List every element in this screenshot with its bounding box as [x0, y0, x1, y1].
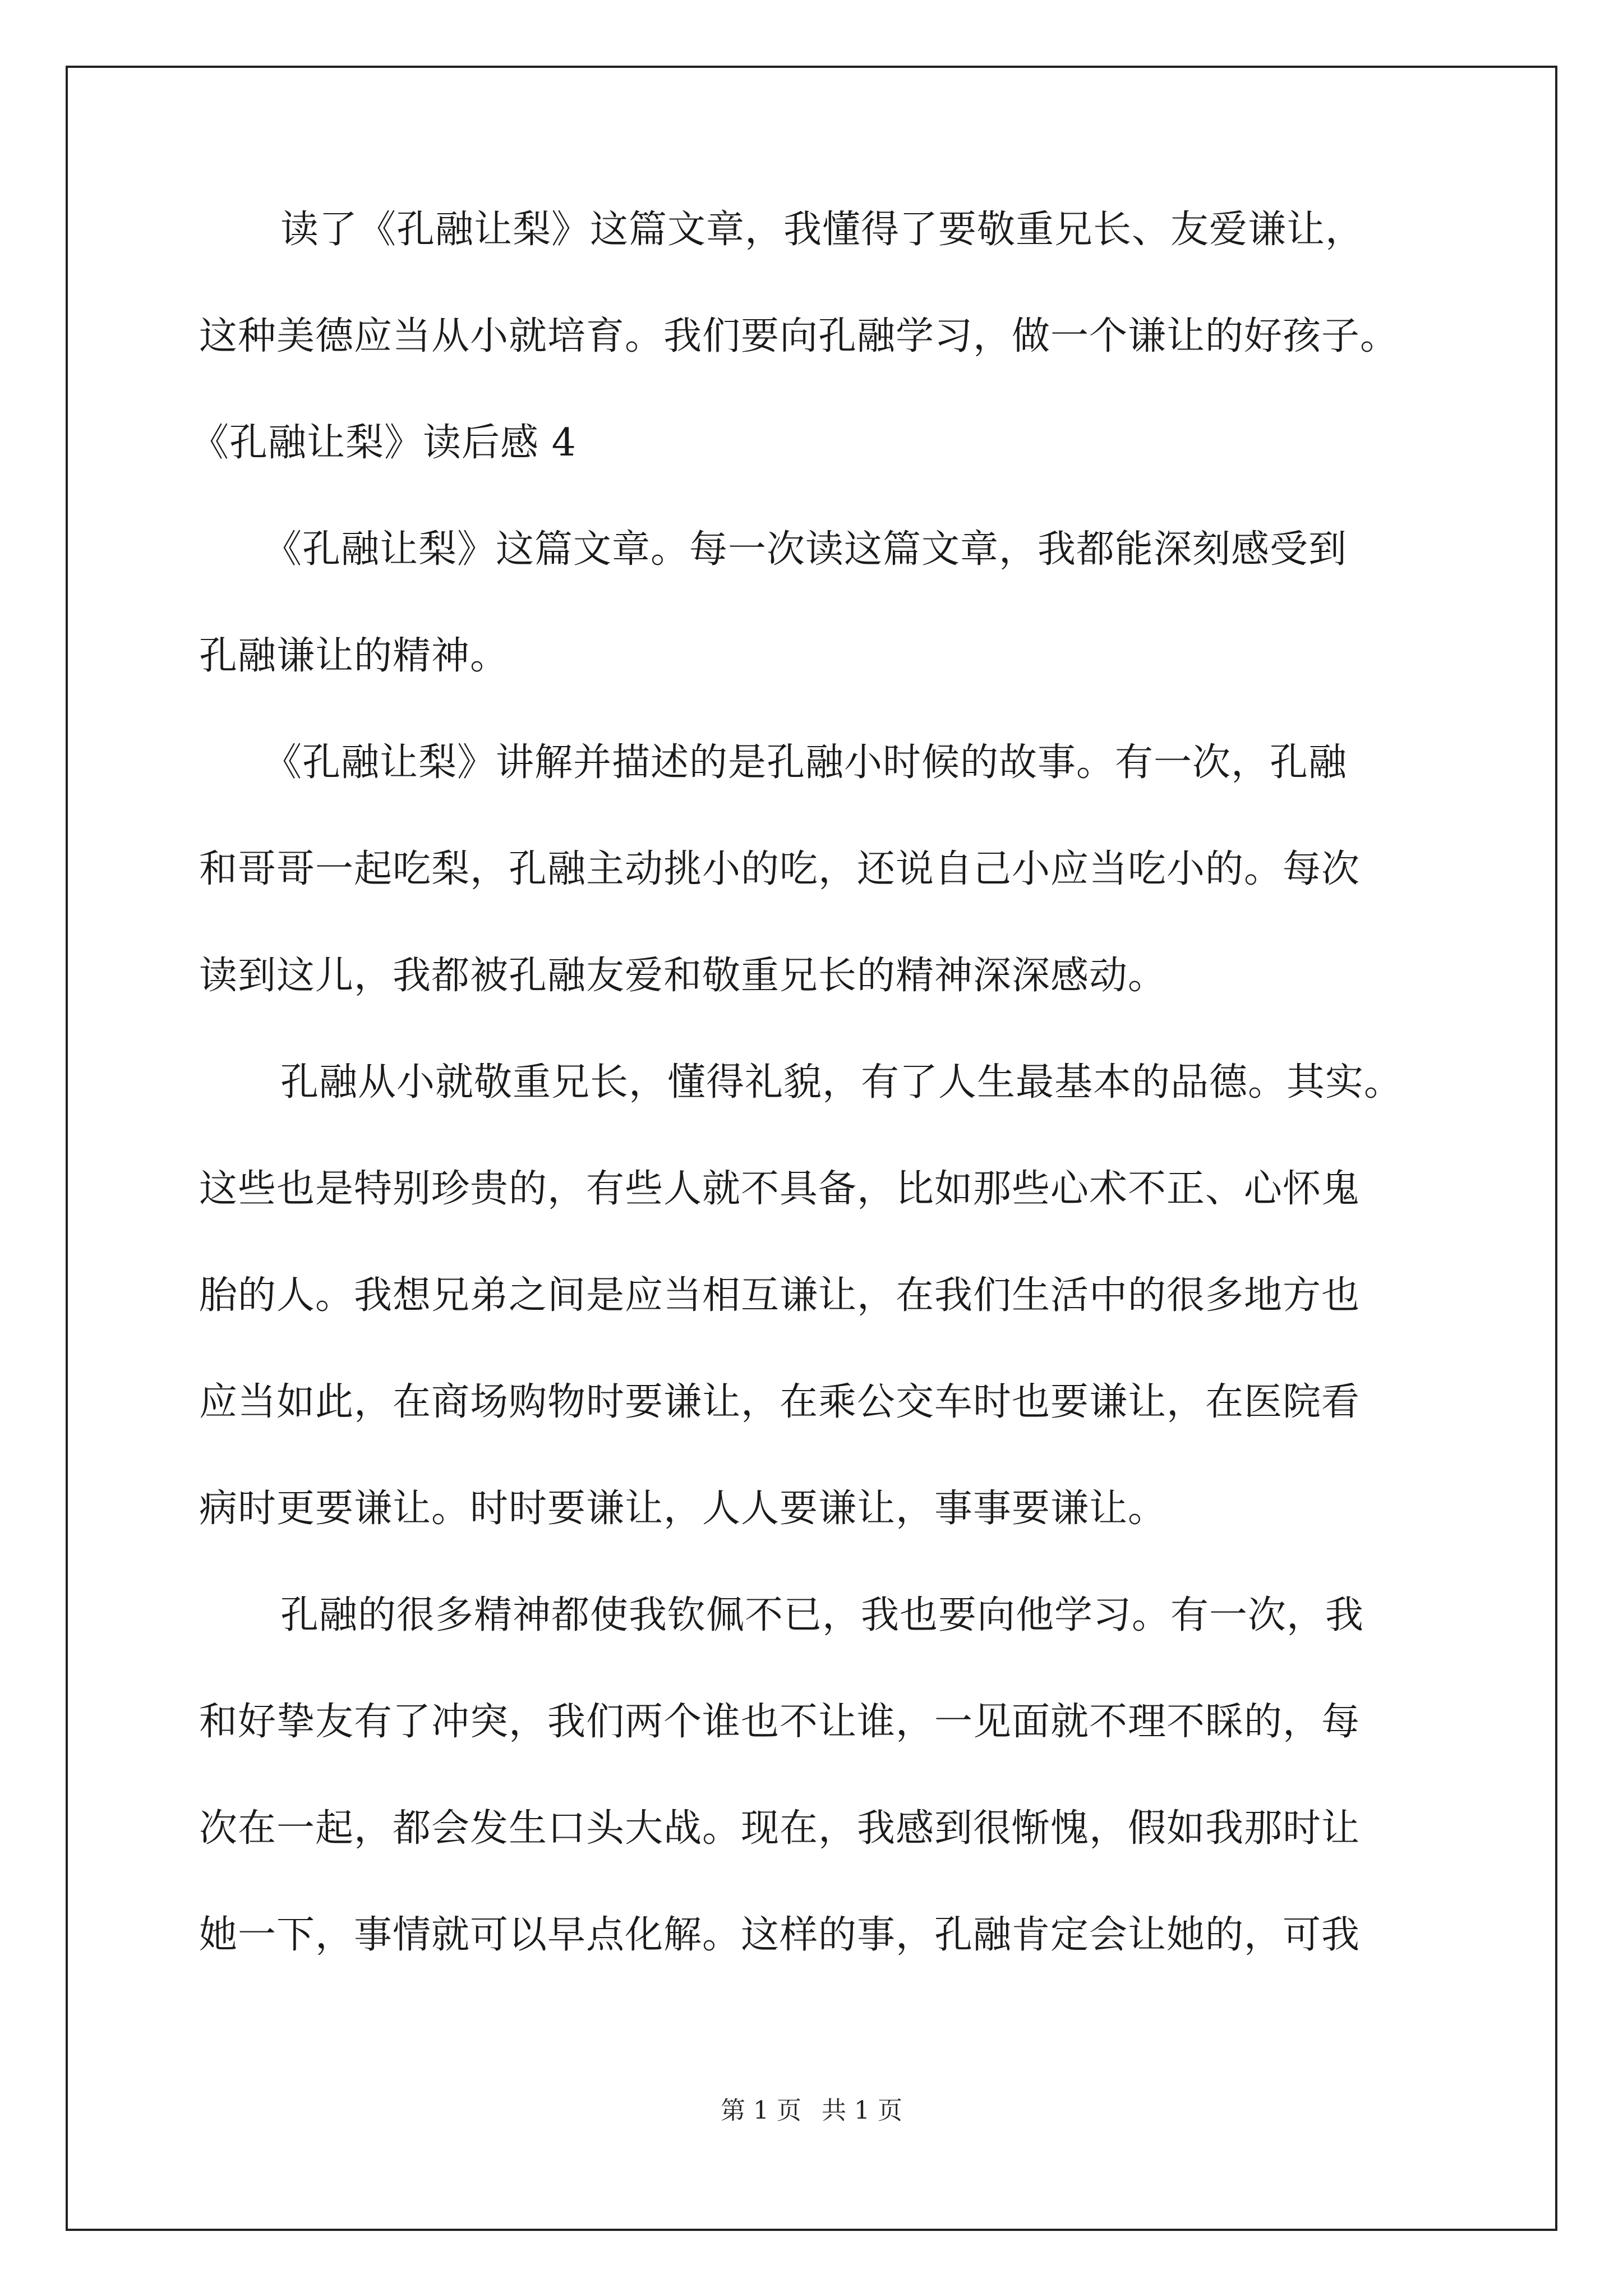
- paragraph-line: 和好挚友有了冲突，我们两个谁也不让谁，一见面就不理不睬的，每: [199, 1700, 1361, 1744]
- page-border: [66, 66, 1557, 2231]
- paragraph-line: 读了《孔融让梨》这篇文章，我懂得了要敬重兄长、友爱谦让，: [280, 208, 1364, 252]
- paragraph-line: 她一下，事情就可以早点化解。这样的事，孔融肯定会让她的，可我: [199, 1913, 1361, 1957]
- paragraph-line: 次在一起，都会发生口头大战。现在，我感到很惭愧，假如我那时让: [199, 1806, 1361, 1851]
- paragraph-line: 读到这儿，我都被孔融友爱和敬重兄长的精神深深感动。: [199, 954, 1167, 998]
- section-heading: 《孔融让梨》读后感 4: [191, 421, 577, 465]
- paragraph-line: 胎的人。我想兄弟之间是应当相互谦让，在我们生活中的很多地方也: [199, 1273, 1361, 1318]
- paragraph-line: 《孔融让梨》讲解并描述的是孔融小时候的故事。有一次，孔融: [264, 740, 1348, 785]
- paragraph-line: 孔融从小就敬重兄长，懂得礼貌，有了人生最基本的品德。其实。: [280, 1060, 1403, 1105]
- page-number-total: 共 1 页: [822, 2096, 902, 2125]
- paragraph-line: 应当如此，在商场购物时要谦让，在乘公交车时也要谦让，在医院看: [199, 1380, 1361, 1424]
- paragraph-line: 病时更要谦让。时时要谦让，人人要谦让，事事要谦让。: [199, 1487, 1167, 1531]
- paragraph-line: 孔融的很多精神都使我钦佩不已，我也要向他学习。有一次，我: [280, 1593, 1364, 1637]
- paragraph-line: 孔融谦让的精神。: [199, 634, 509, 678]
- page-number-current: 第 1 页: [721, 2096, 801, 2125]
- page-footer: [0, 2095, 1623, 2127]
- paragraph-line: 这种美德应当从小就培育。我们要向孔融学习，做一个谦让的好孩子。: [199, 314, 1399, 358]
- paragraph-line: 和哥哥一起吃梨，孔融主动挑小的吃，还说自己小应当吃小的。每次: [199, 847, 1361, 891]
- paragraph-line: 《孔融让梨》这篇文章。每一次读这篇文章，我都能深刻感受到: [264, 527, 1348, 572]
- paragraph-line: 这些也是特别珍贵的，有些人就不具备，比如那些心术不正、心怀鬼: [199, 1167, 1361, 1211]
